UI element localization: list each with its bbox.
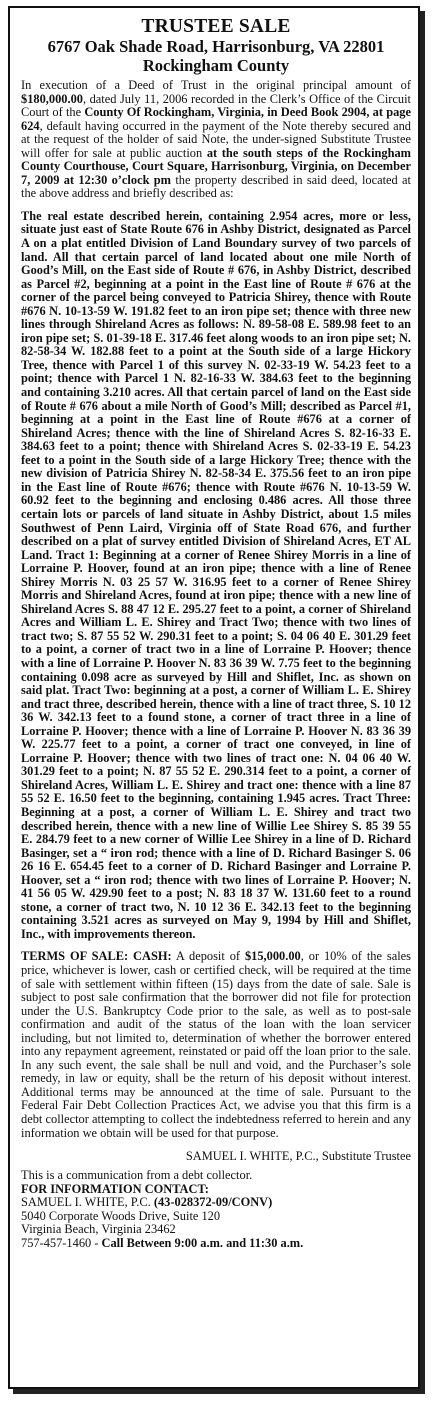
file-number: (43-028372-09/CONV) [153,1195,273,1210]
trustee-sale-notice [8,6,420,1389]
street-address: 5040 Corporate Woods Drive, Suite 120 [21,1208,221,1223]
terms-paragraph [21,950,411,1140]
contact-footer [21,1169,411,1251]
deposit-amount: $15,000.00 [244,949,301,964]
phone-number: 757-457-1460 - [21,1236,102,1251]
terms-text-2: , or 10% of the sales price, whichever is lower, cash or certified check, will be required at the time of sale with settlement within fifteen (15) days from the date of sale. Sale is subject to post sale confirmation that the borrower did not file for protection under the U.S. Bankruptcy Code prior to the sale, as well as to post-sale confirmation and audit of the status of the loan with the loan servicer including, but not limited to, determination of whether the borrower entered into any repayment agreement, reinstated or paid off the loan prior to the sale. In any such event, the sale shall be null and void, and the Purchaser’s sole remedy, in law or equity, shall be the return of his deposit without interest. Additional terms may be announced at the time of sale. Pursuant to the Federal Fair Debt Collection Practices Act, we advise you that this firm is a debt collector attempting to collect the indebtedness referred to herein and any information we obtain will be used for that purpose. [21,949,411,1140]
firm-line [21,1196,411,1210]
intro-text-3: , default having occurred in the payment of the Note thereby secured and at the request of the holder of said Note, the under-signed Substitute Trustee will offer for sale at public auction [21,118,411,160]
principal-amount: $180,000.00 [21,91,83,106]
debt-collector-notice: This is a communication from a debt collector. [21,1168,253,1183]
phone-line [21,1237,411,1251]
legal-description: The real estate described herein, containing 2.954 acres, more or less, situate just east of State Route 676 in Ashby District, designated as Parcel A on a plat entitled Division of Land Boundary survey of two parcels of land. All that certain parcel of land located about one mile North of Good’s Mill, on the East side of Route # 676, in Ashby District, described as Parcel #2, beginning at a point in the East line of Route # 676 at the corner of the parcel being conveyed to Patricia Shirey, thence with Route #676 N. 10-13-59 W. 191.82 feet to an iron pipe set; thence with three new lines through Shireland Acres as follows: N. 89-58-08 E. 589.98 feet to an iron pipe set; S. 01-39-18 E. 317.46 feet along woods to an iron pipe set; N. 82-58-34 W. 182.88 feet to a point at the South side of a large Hickory Tree, thence with Parcel 1 of this survey N. 02-33-19 W. 54.23 feet to a point; thence with Parcel 1 N. 82-16-33 W. 384.63 feet to the beginning and containing 3.210 acres. All that certain parcel of land on the East side of Route # 676 about a mile North of Good’s Mill; described as Parcel #1, beginning at a point in the East line of Route #676 at a corner of Shireland Acres; thence with the line of Shireland Acres S. 82-16-33 E. 384.63 feet to a point; thence with Shireland Acres S. 02-33-19 E. 54.23 feet to a point in the South side of a large Hickory Tree; thence with the new division of Patricia Shirey N. 82-58-34 E. 375.56 feet to an iron pipe in the East line of Route #676; thence with Route #676 N. 10-13-59 W. 60.92 feet to the beginning and enclosing 0.486 acres. All those three certain lots or parcels of land situate in Ashby District, about 1.5 miles Southwest of Penn Laird, Virginia off of State Road 676, and further described on a plat of survey entitled Division of Shireland Acres, ET AL Land. Tract 1: Beginning at a corner of Renee Shirey Morris in a line of Lorraine P. Hoover, found at an iron pipe; thence with a line of Renee Shirey Morris N. 03 25 57 W. 316.95 feet to a corner of Renee Shirey Morris and Shireland Acres, found at iron pipe; thence with a new line of Shireland Acres S. 88 47 12 E. 295.27 feet to a point, a corner of Shireland Acres and William L. E. Shirey and Tract Two; thence with two lines of tract two; S. 87 55 52 W. 290.31 feet to a point; S. 04 06 40 E. 301.29 feet to a point, a corner of tract two in a line of Lorraine P. Hoover; thence with a line of Lorraine P. Hoover N. 83 36 39 W. 7.75 feet to the beginning containing 0.098 acre as surveyed by Hill and Shiflet, Inc. as shown on said plat. Tract Two: beginning at a post, a corner of William L. E. Shirey and tract three, described herein, thence with a line of tract three, S. 10 12 36 W. 342.13 feet to a found stone, a corner of tract three in a line of Lorraine P. Hoover; thence with a line of Lorraine P. Hoover N. 83 36 39 W. 225.77 feet to a point, a corner of tract one conveyed, in line of Lorraine P. Hoover; thence with two lines of tract one: N. 04 06 40 W. 301.29 feet to a point; N. 87 55 52 E. 290.314 feet to a point, a corner of Shireland Acres, William L. E. Shirey and tract one: thence with a line 87 55 52 E. 16.50 feet to the beginning, containing 1.945 acres. Tract Three: Beginning at a post, a corner of William L. E. Shirey and tract two described herein, thence with a new line of Willie Lee Shirey S. 85 39 55 E. 284.79 feet to a new corner of Willie Lee Shirey in a line of D. Richard Basinger, set a “ iron rod; thence with a line of D. Richard Basinger S. 06 26 16 E. 654.45 feet to a corner of D. Richard Basinger and Lorraine P. Hoover, set a “ iron rod; thence with two lines of Lorraine P. Hoover; N. 41 56 05 W. 429.90 feet to a post; N. 83 18 37 W. 131.60 feet to a round stone, a corner of tract two, N. 10 12 36 E. 342.13 feet to the beginning containing 3.521 acres as surveyed on May 9, 1994 by Hill and Shiflet, Inc., with improvements thereon. [21,208,411,941]
contact-label: FOR INFORMATION CONTACT: [21,1181,209,1196]
trustee-signature: SAMUEL I. WHITE, P.C., Substitute Trustee [185,1149,411,1164]
deed-book-reference: County Of Rockingham, Virginia, in Deed Book 2904, at page 624 [21,105,411,133]
intro-text-2: , dated July 11, 2006 recorded in the Clerk’s Office of the Circuit Court of the [21,91,411,120]
terms-label: TERMS OF SALE: CASH: [21,949,172,964]
county-name: Rockingham County [142,56,290,75]
call-hours: Call Between 9:00 a.m. and 11:30 a.m. [101,1236,304,1251]
intro-text-4: the property described in said deed, located at the above address and briefly described as: [21,172,411,201]
intro-paragraph [21,79,411,201]
auction-place-time: at the south steps of the Rockingham County Courthouse, Court Square, Harrisonburg, Virginia, on December 7, 2009 at 12:30 o’clock pm [21,145,412,187]
property-address: 6767 Oak Shade Road, Harrisonburg, VA 22801 [47,37,385,56]
notice-body [21,79,411,1140]
city-state-zip: Virginia Beach, Virginia 23462 [21,1222,176,1237]
notice-title: TRUSTEE SALE [141,16,291,37]
intro-text-1: In execution of a Deed of Trust in the original principal amount of [21,78,411,92]
firm-name: SAMUEL I. WHITE, P.C. [21,1195,154,1210]
terms-text-1: A deposit of [171,949,245,964]
